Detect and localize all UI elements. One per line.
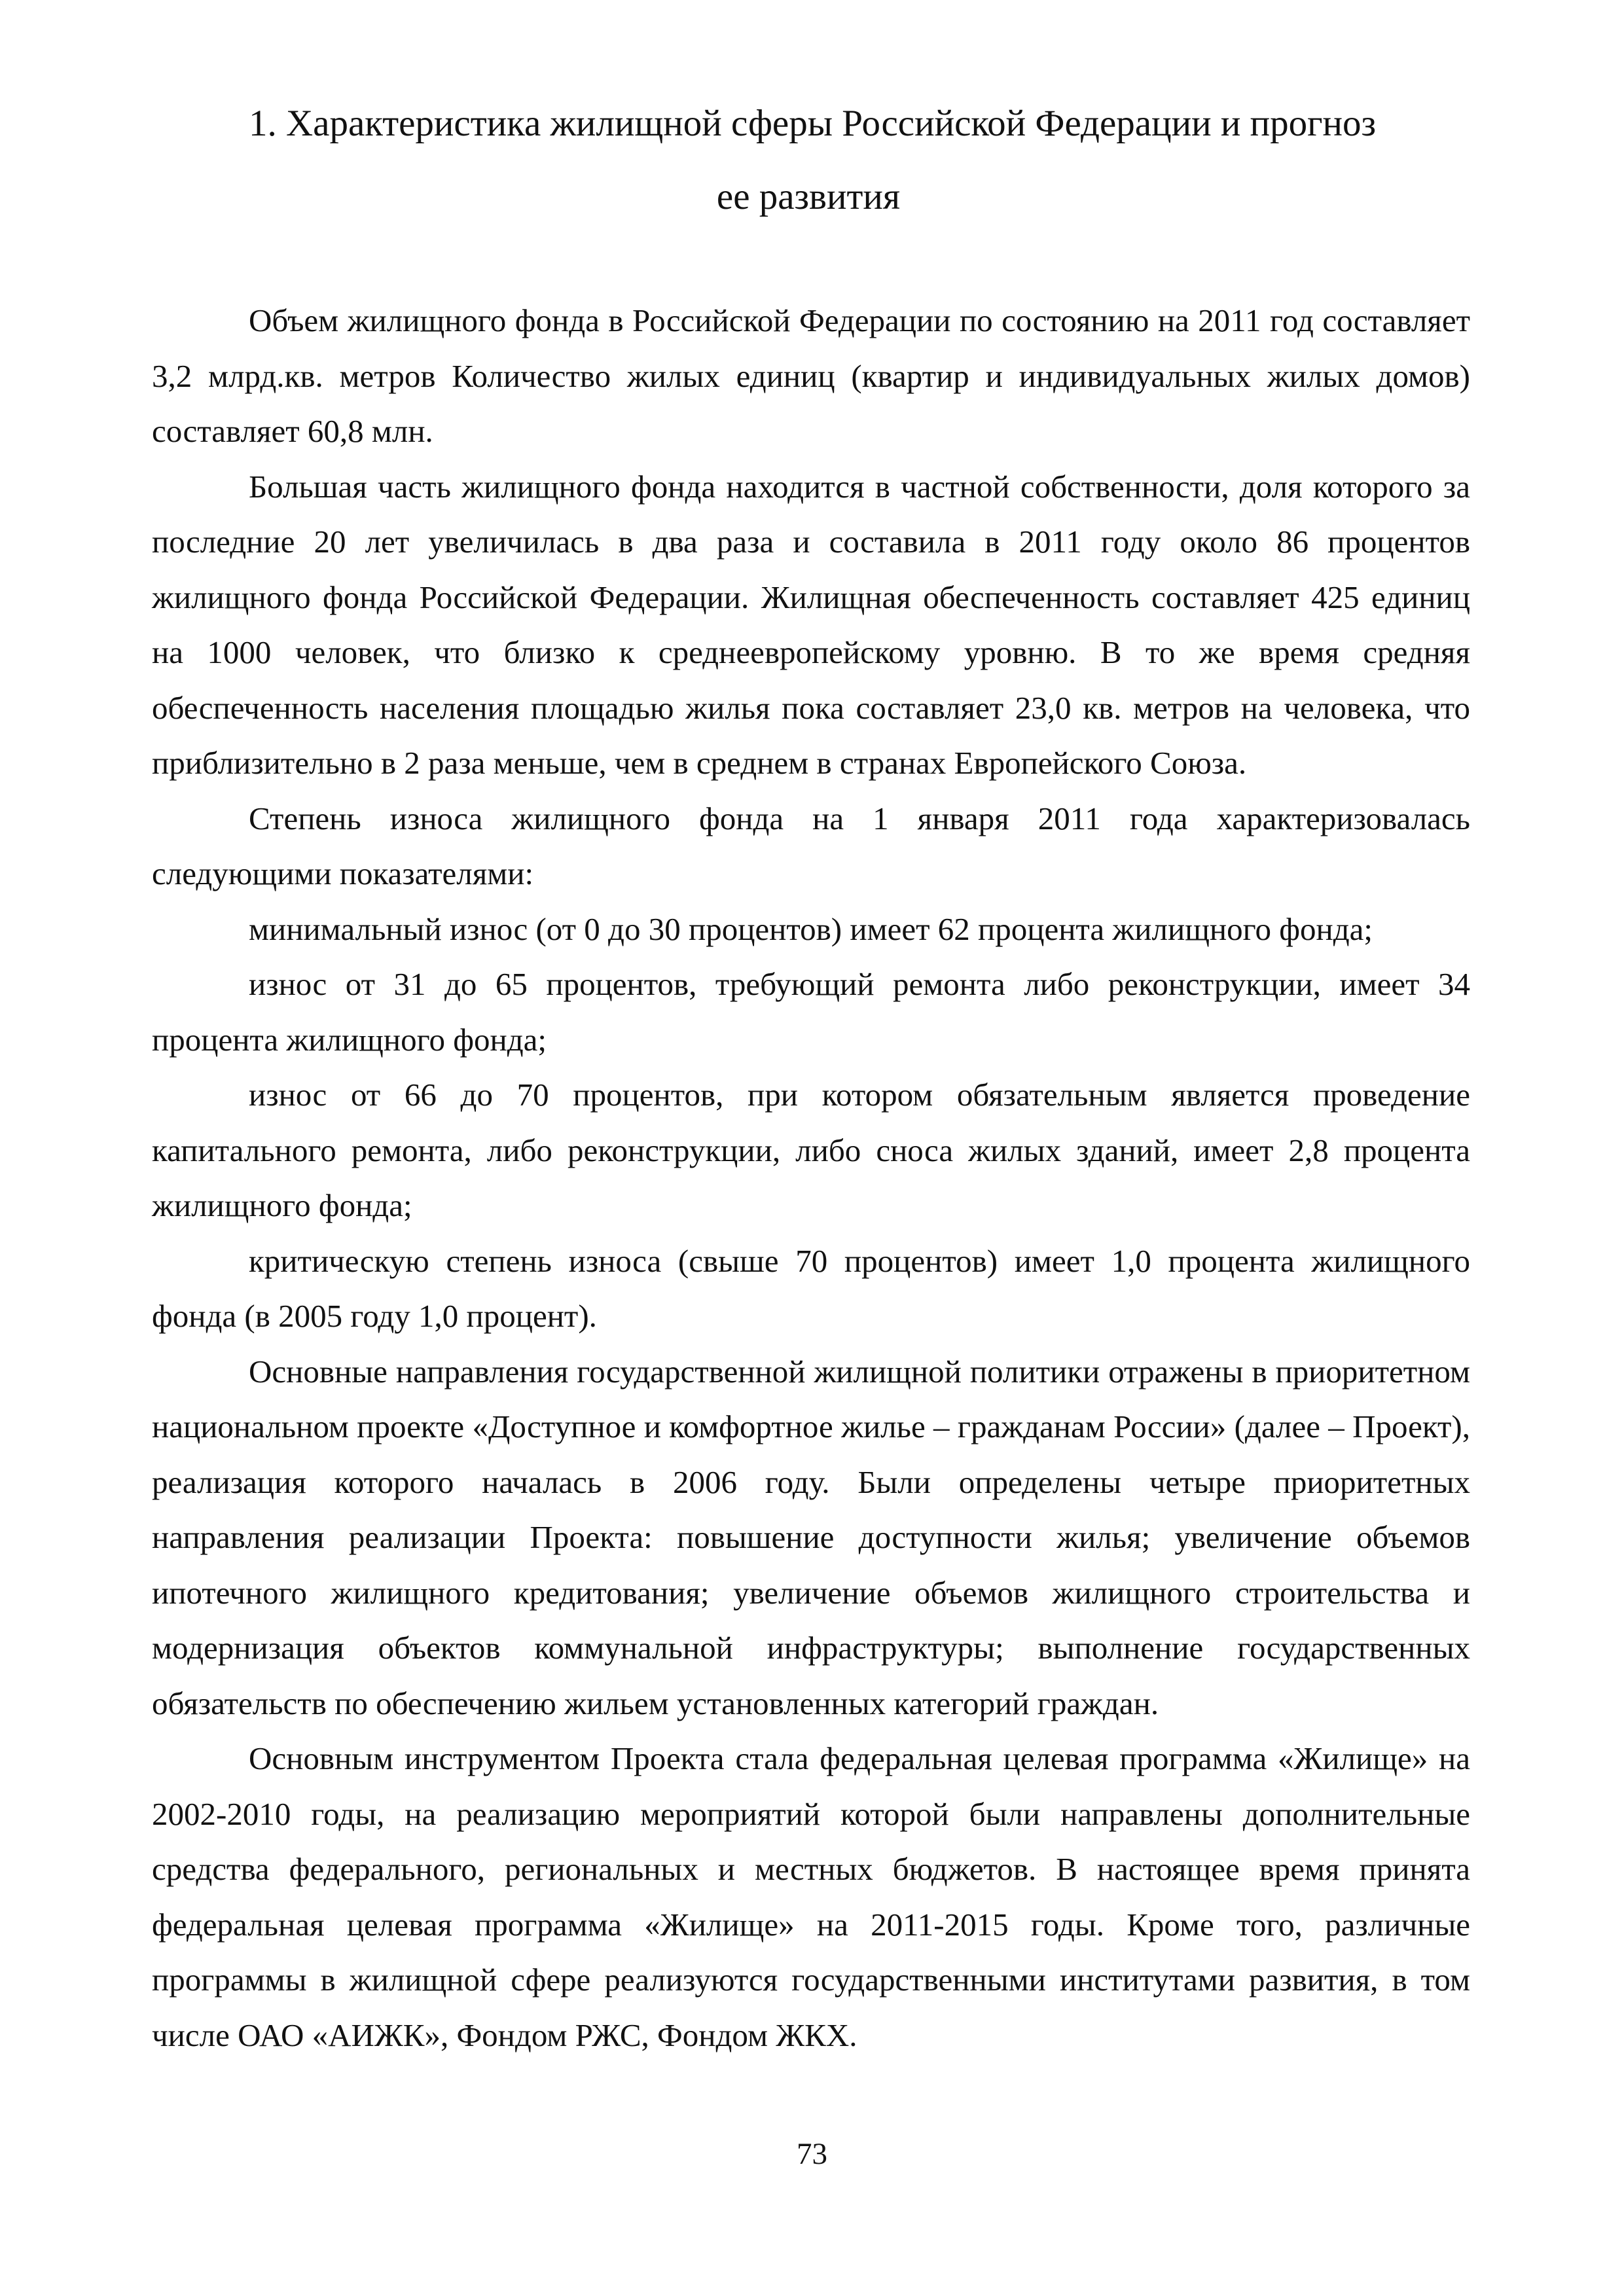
- body-text: [152, 293, 1470, 2063]
- paragraph-wear-critical: критическую степень износа (свыше 70 процентов) имеет 1,0 процента жилищного фонда (в 2005 году 1,0 процент).: [152, 1242, 1470, 1334]
- section-heading-line-2: ее развития: [716, 176, 901, 217]
- paragraph-private-ownership: Большая часть жилищного фонда находится в частной собственности, доля которого за последние 20 лет увеличилась в два раза и составила в 2011 году около 86 процентов жилищного фонда Российской Федерации. Жилищная обеспеченность составляет 425 единиц на 1000 человек, что близко к среднеевропейскому уровню. В то же время средняя обеспеченность населения площадью жилья пока составляет 23,0 кв. метров на человека, что приблизительно в 2 раза меньше, чем в среднем в странах Европейского Союза.: [152, 468, 1470, 781]
- paragraph-national-project: Основные направления государственной жилищной политики отражены в приоритетном национальном проекте «Доступное и комфортное жилье – гражданам России» (далее – Проект), реализация которого началась в 2006 году. Были определены четыре приоритетных направления реализации Проекта: повышение доступности жилья; увеличение объемов ипотечного жилищного кредитования; увеличение объемов жилищного строительства и модернизация объектов коммунальной инфраструктуры; выполнение государственных обязательств по обеспечению жильем установленных категорий граждан.: [152, 1353, 1470, 1721]
- section-heading-line-1: 1. Характеристика жилищной сферы Российской Федерации и прогноз: [249, 103, 1377, 144]
- paragraph-wear-66-70: износ от 66 до 70 процентов, при котором обязательным является проведение капитального ремонта, либо реконструкции, либо сноса жилых зданий, имеет 2,8 процента жилищного фонда;: [152, 1077, 1470, 1223]
- paragraph-federal-program: Основным инструментом Проекта стала федеральная целевая программа «Жилище» на 2002-2010 годы, на реализацию мероприятий которой были направлены дополнительные средства федерального, региональных и местных бюджетов. В настоящее время принята федеральная целевая программа «Жилище» на 2011-2015 годы. Кроме того, различные программы в жилищной сфере реализуются государственными институтами развития, в том числе ОАО «АИЖК», Фондом РЖС, Фондом ЖКХ.: [152, 1740, 1470, 2053]
- paragraph-wear-intro: Степень износа жилищного фонда на 1 января 2011 года характеризовалась следующими показателями:: [152, 800, 1470, 891]
- paragraph-wear-minimal: минимальный износ (от 0 до 30 процентов) имеет 62 процента жилищного фонда;: [249, 910, 1373, 947]
- paragraph-housing-volume: Объем жилищного фонда в Российской Федерации по состоянию на 2011 год составляет 3,2 млрд.кв. метров Количество жилых единиц (квартир и индивидуальных жилых домов) составляет 60,8 млн.: [152, 302, 1470, 449]
- paragraph-wear-31-65: износ от 31 до 65 процентов, требующий ремонта либо реконструкции, имеет 34 процента жилищного фонда;: [152, 966, 1470, 1058]
- page-number: 73: [797, 2137, 827, 2171]
